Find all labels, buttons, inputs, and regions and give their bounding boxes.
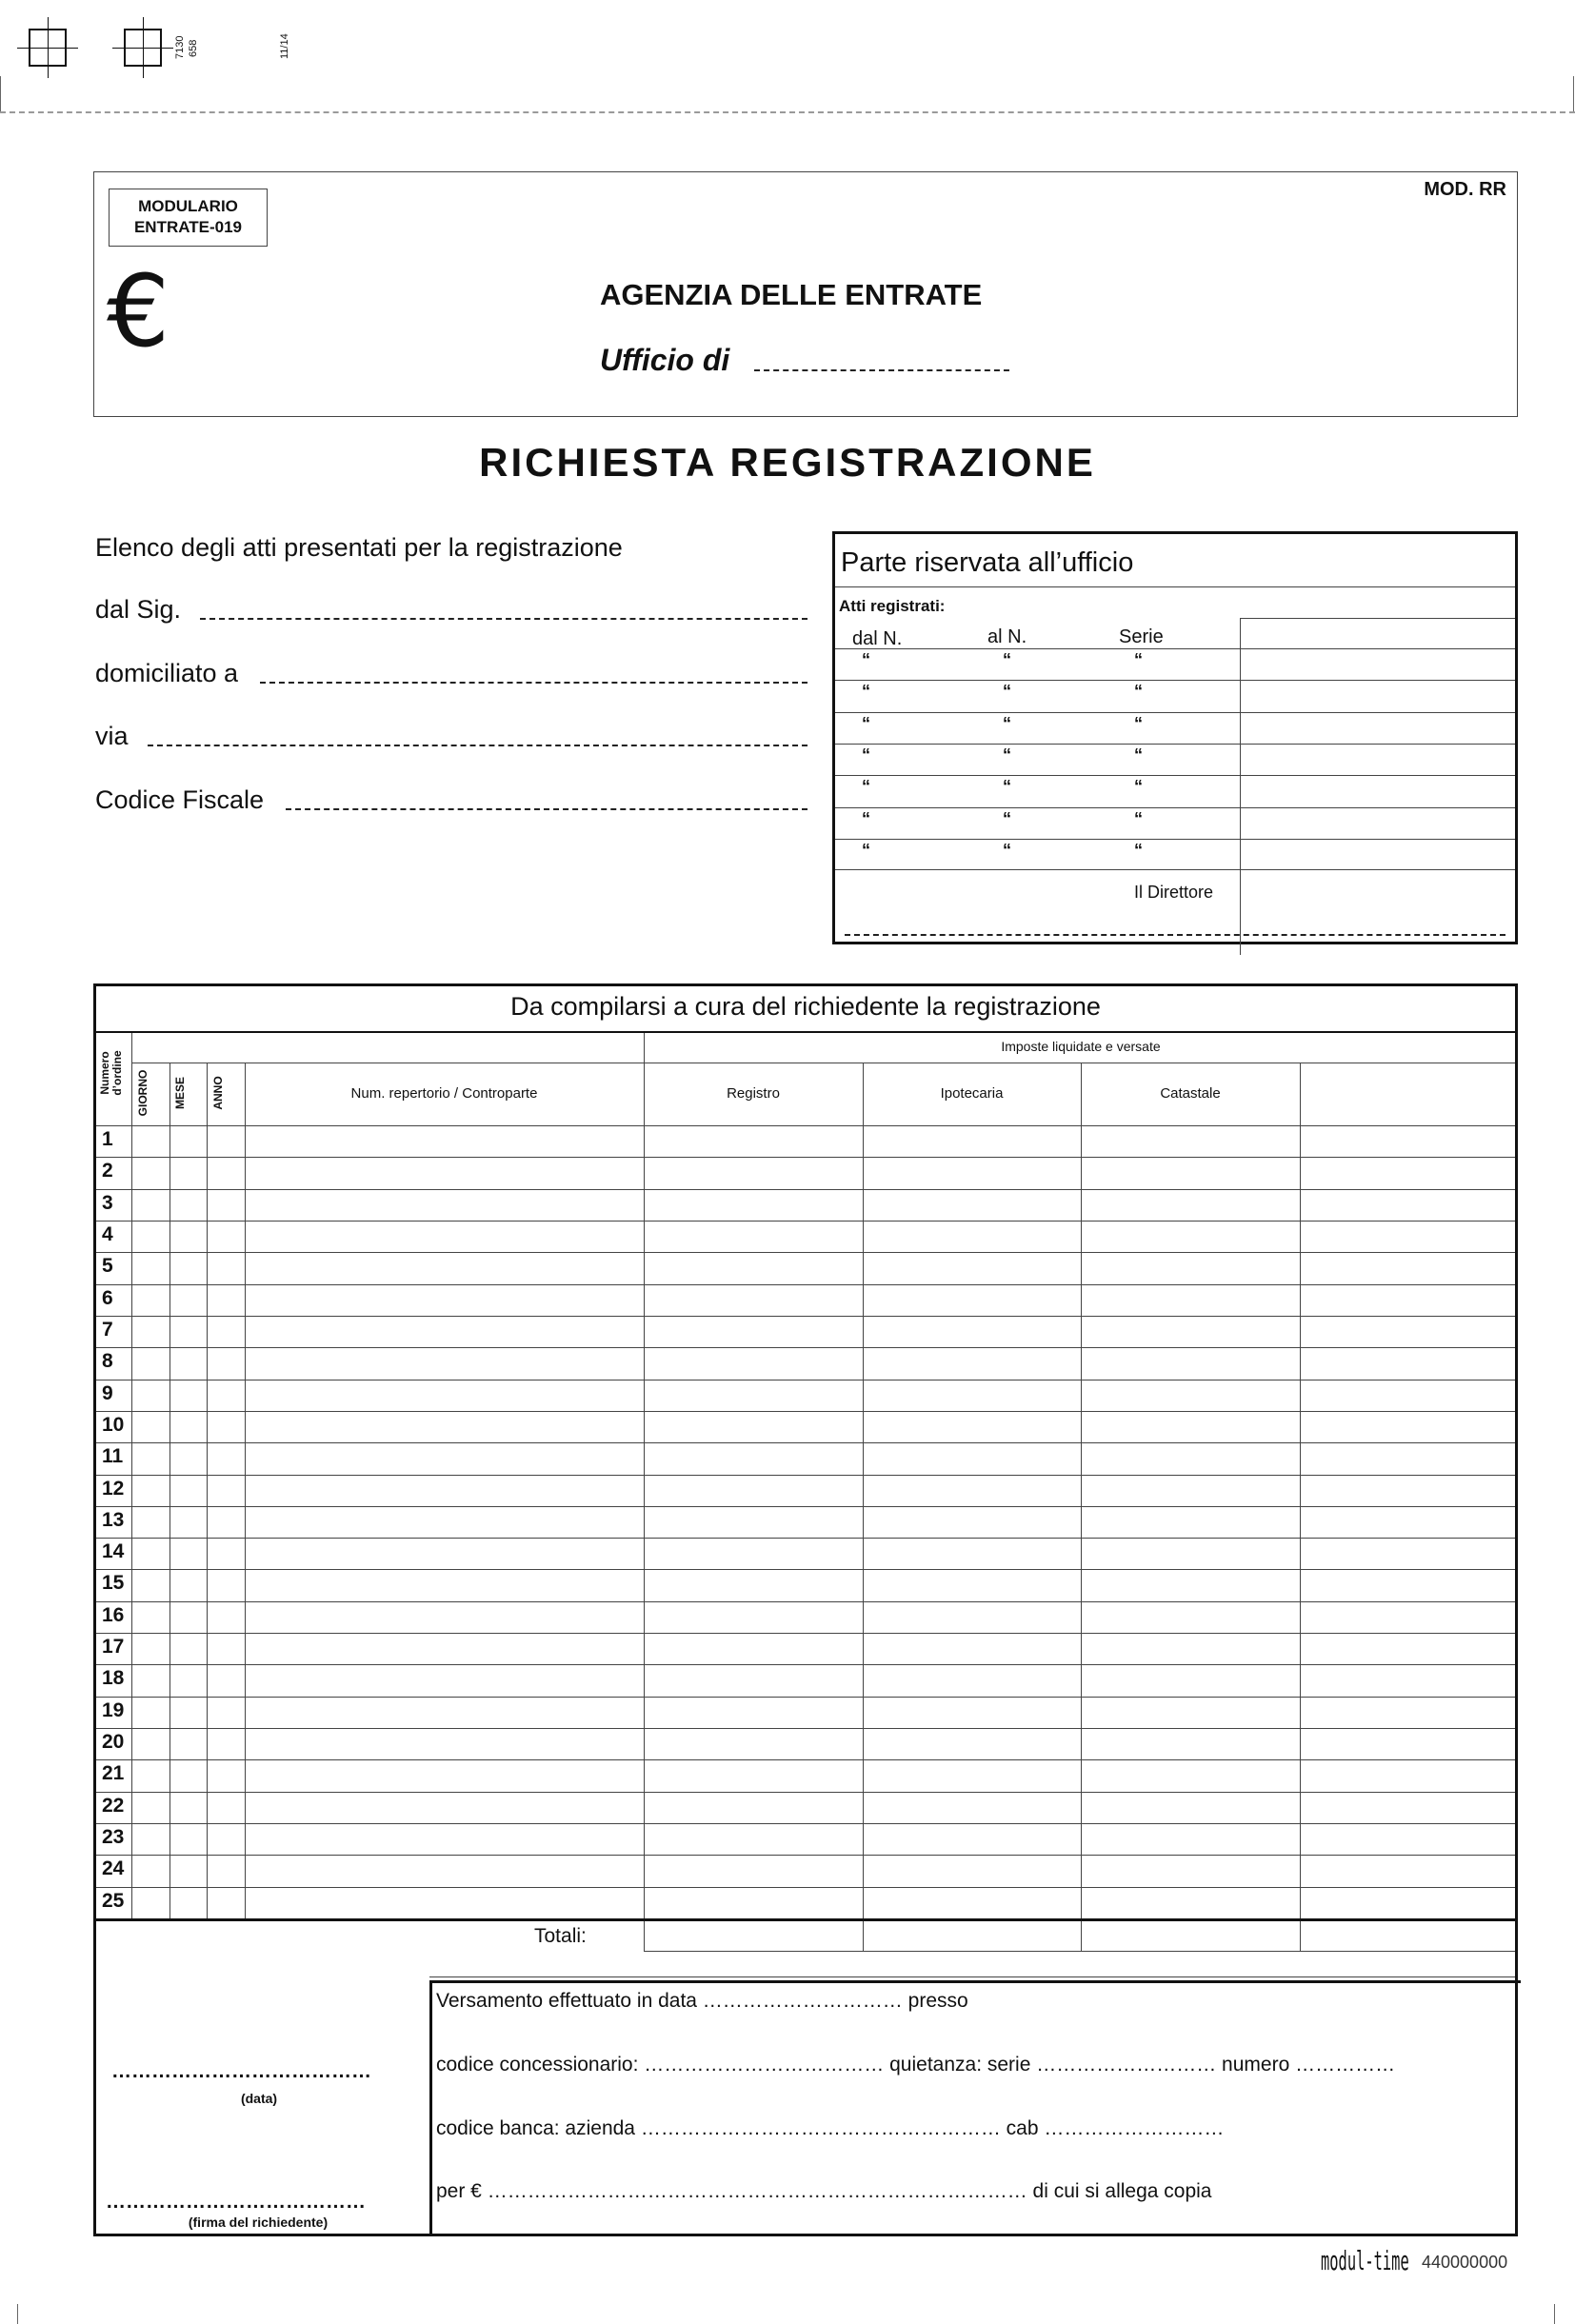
field-sig[interactable] [200,618,807,620]
ditto-mark: “ [862,808,870,828]
table-row[interactable] [96,1664,1515,1696]
ditto-mark: “ [1003,745,1011,765]
print-code-1: 7130 [174,35,186,59]
table-row[interactable] [96,1380,1515,1411]
row-number: 5 [102,1255,113,1278]
ditto-mark: “ [862,682,870,702]
date-field[interactable]: ………………………………… [111,2060,371,2082]
row-number: 8 [102,1350,113,1373]
totals-divider [644,1951,1515,1952]
ditto-mark: “ [1134,808,1143,828]
payment-line-concessionario[interactable]: codice concessionario: ……………………………… quietanza: serie ……………………… numero …………… [436,2054,1396,2076]
signature-field[interactable]: ………………………………… [106,2191,366,2213]
table-title-divider [96,1031,1515,1033]
ditto-mark: “ [1003,650,1011,669]
reserved-divider [835,869,1515,870]
table-row[interactable] [96,1506,1515,1538]
totals-label: Totali: [534,1925,587,1947]
ipotecaria-header: Ipotecaria [940,1085,1004,1102]
row-number: 7 [102,1318,113,1341]
applicant-intro: Elenco degli atti presentati per la registrazione [95,533,623,562]
table-row[interactable] [96,1823,1515,1855]
day-header: GIORNO [136,1069,150,1117]
ditto-mark: “ [1134,713,1143,733]
table-row[interactable] [96,1792,1515,1823]
print-date-code: 11/14 [279,33,290,59]
payment-box [429,1980,1521,2236]
row-number: 10 [102,1413,125,1436]
reserved-row-cell[interactable] [1241,712,1515,744]
ditto-mark: “ [1134,840,1143,860]
table-row[interactable] [96,1347,1515,1379]
table-row[interactable] [96,1252,1515,1283]
catastale-header: Catastale [1160,1085,1221,1102]
euro-logo-icon: € [107,253,170,369]
office-label: Ufficio di [600,343,730,377]
order-header: Numero d’ordine [98,1050,124,1096]
row-number: 13 [102,1508,125,1531]
ditto-mark: “ [1134,650,1143,669]
totals-cell-divider [1081,1921,1082,1951]
field-label-via: via [95,722,129,750]
table-row[interactable] [96,1284,1515,1316]
totals-cell-divider [1300,1921,1301,1951]
row-number: 24 [102,1857,125,1880]
row-number: 2 [102,1160,113,1182]
date-caption: (data) [240,2091,278,2106]
row-number: 14 [102,1540,125,1563]
ditto-mark: “ [1003,808,1011,828]
payment-line-date[interactable]: Versamento effettuato in data ………………………… presso [436,1990,968,2012]
ditto-mark: “ [1134,777,1143,797]
crop-mark-left [29,29,67,67]
table-row[interactable] [96,1221,1515,1252]
table-row[interactable] [96,1125,1515,1157]
print-code-2: 658 [188,39,199,57]
totals-cell-divider [863,1921,864,1951]
row-number: 4 [102,1222,113,1245]
reserved-row-cell[interactable] [1241,839,1515,870]
ditto-mark: “ [862,650,870,669]
row-number: 23 [102,1826,125,1849]
ditto-mark: “ [862,840,870,860]
ditto-mark: “ [862,745,870,765]
brand-logo: modul-time [1321,2245,1409,2276]
reserved-row-cell[interactable] [1241,807,1515,839]
month-header: MESE [173,1077,187,1110]
ditto-mark: “ [1134,745,1143,765]
row-number: 18 [102,1667,125,1690]
table-row[interactable] [96,1601,1515,1633]
field-domicile[interactable] [260,682,807,684]
row-number: 22 [102,1794,125,1817]
row-number: 9 [102,1381,113,1404]
cut-tick-right [1573,76,1574,111]
col-serie: Serie [1119,626,1164,647]
reserved-row-cell[interactable] [1241,648,1515,680]
ditto-mark: “ [1003,840,1011,860]
director-signature-field[interactable] [845,934,1505,936]
rows-end-divider [96,1918,1515,1921]
ditto-mark: “ [1003,682,1011,702]
ditto-mark: “ [1134,682,1143,702]
row-number: 3 [102,1191,113,1214]
table-row[interactable] [96,1189,1515,1221]
table-row[interactable] [96,1475,1515,1506]
row-number: 15 [102,1572,125,1595]
ditto-mark: “ [862,777,870,797]
registration-table [93,983,1518,2236]
table-row[interactable] [96,1316,1515,1347]
row-number: 19 [102,1698,125,1721]
table-row[interactable] [96,1633,1515,1664]
ditto-mark: “ [1003,713,1011,733]
modulario-box [109,189,268,247]
table-row[interactable] [96,1569,1515,1600]
reserved-row-cell[interactable] [1241,680,1515,711]
table-title: Da compilarsi a cura del richiedente la registrazione [510,992,1101,1021]
table-row[interactable] [96,1157,1515,1188]
row-number: 11 [102,1445,124,1468]
director-label: Il Direttore [1134,883,1214,902]
page-title: RICHIESTA REGISTRAZIONE [479,440,1096,485]
table-row[interactable] [96,1887,1515,1918]
modulario-line2: ENTRATE-019 [133,218,243,236]
table-row[interactable] [96,1442,1515,1474]
row-number: 25 [102,1889,125,1912]
reserved-divider [1240,618,1515,619]
field-codice-fiscale[interactable] [286,808,807,810]
row-number: 17 [102,1636,125,1659]
row-number: 12 [102,1477,125,1500]
ditto-mark: “ [1003,777,1011,797]
cut-tick-bottom-right [1554,2304,1555,2324]
perforation-line [0,111,1575,113]
office-field[interactable] [754,369,1009,371]
col-al: al N. [987,626,1027,647]
signature-caption: (firma del richiedente) [188,2215,329,2230]
reserved-office-box [832,531,1518,944]
row-number: 21 [102,1762,125,1785]
table-row[interactable] [96,1538,1515,1569]
field-label-domicile: domiciliato a [95,659,239,687]
agency-name: AGENZIA DELLE ENTRATE [600,278,983,311]
registro-header: Registro [727,1085,780,1102]
row-number: 1 [102,1128,113,1150]
reserved-row-cell[interactable] [1241,775,1515,806]
reserved-divider [835,586,1515,587]
taxes-header: Imposte liquidate e versate [1001,1039,1161,1054]
repertorio-header: Num. repertorio / Controparte [350,1085,538,1102]
cut-tick-bottom-left [17,2304,18,2324]
table-row[interactable] [96,1411,1515,1442]
reserved-title: Parte riservata all’ufficio [841,547,1134,578]
table-row[interactable] [96,1728,1515,1759]
payment-line-amount[interactable]: per € ……………………………………………………………………… di cui si allega copia [436,2180,1212,2202]
atti-label: Atti registrati: [839,597,946,615]
row-number: 6 [102,1286,113,1309]
cut-tick-left [0,76,1,111]
table-row[interactable] [96,1759,1515,1791]
reserved-row-cell[interactable] [1241,744,1515,775]
modulario-line1: MODULARIO [138,197,238,215]
totals-bottom-divider [429,1976,1515,1977]
table-row[interactable] [96,1697,1515,1728]
payment-line-bank[interactable]: codice banca: azienda ……………………………………………… cab ……………………… [436,2117,1225,2139]
field-label-sig: dal Sig. [95,595,182,624]
row-number: 16 [102,1603,125,1626]
ditto-mark: “ [862,713,870,733]
row-number: 20 [102,1731,125,1754]
field-via[interactable] [148,745,807,746]
field-label-codice-fiscale: Codice Fiscale [95,785,265,814]
col-dal: dal N. [852,628,903,649]
totals-cell-divider [644,1921,645,1951]
mod-code: MOD. RR [1424,179,1506,200]
crop-mark-right [124,29,162,67]
form-code: 440000000 [1422,2253,1508,2272]
year-header: ANNO [211,1076,225,1110]
table-row[interactable] [96,1855,1515,1886]
